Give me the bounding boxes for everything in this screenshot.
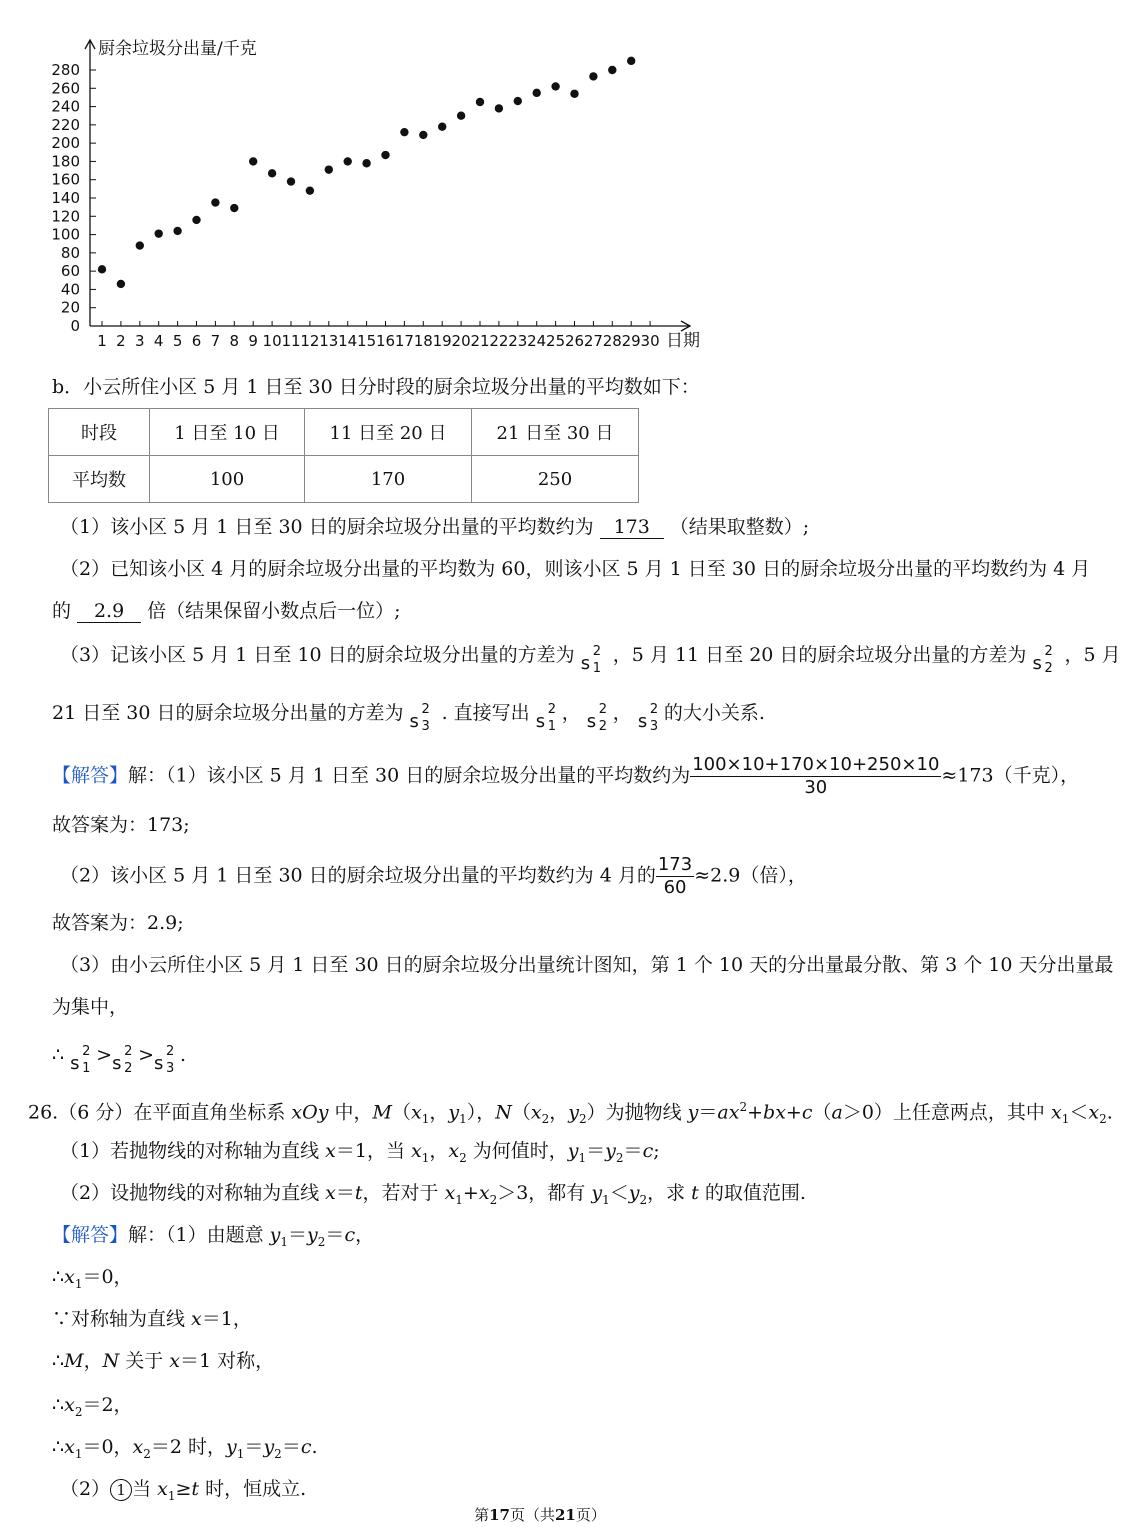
solution-tag: 【解答】 [52, 764, 129, 787]
table-row [49, 456, 639, 503]
y-tick-label: 0 [70, 317, 80, 335]
y-tick-label: 200 [51, 134, 80, 153]
data-point [325, 165, 333, 173]
table-header-cell: 21 日至 30 日 [472, 409, 639, 456]
x-tick-label: 15 [357, 332, 377, 350]
x-tick-label: 25 [546, 332, 566, 350]
data-point [249, 157, 257, 165]
table-cell: 170 [305, 456, 472, 503]
solution-26: 【解答】解：（1）由题意 $y_1=y_2=c$， [52, 1224, 375, 1249]
page-footer: 第17页（共21页） [474, 1506, 606, 1524]
data-point [381, 151, 389, 159]
chart-y-ticks [51, 61, 96, 335]
y-tick-label: 60 [60, 262, 80, 281]
variance-s3: s 2 3 [637, 702, 659, 734]
variance-s3: s 2 3 [153, 1044, 175, 1076]
chart-svg [40, 30, 720, 360]
x-tick-label: 19 [432, 332, 452, 350]
x-tick-label: 7 [210, 332, 221, 350]
y-tick-label: 80 [60, 243, 80, 262]
question-3-line-1: （3）记该小区 5 月 1 日至 10 日的厨余垃圾分出量的方差为 s 2 1 ，5 月 11 日至 20 日的厨余垃圾分出量的方差为 s 2 2 ，5 月 [60, 640, 1056, 671]
data-point [268, 169, 276, 177]
solution-26-step: ∴M，N 关于 x＝1 对称， [52, 1350, 275, 1372]
x-tick-label: 13 [319, 332, 339, 350]
solution-26-step: $\therefore x_2=2$， [52, 1394, 133, 1419]
table-cell: 250 [472, 456, 639, 503]
table-header-cell: 11 日至 20 日 [305, 409, 472, 456]
data-point [192, 216, 200, 224]
question-26-part-2: （2）设抛物线的对称轴为直线 x＝t，若对于 $x_1+x_2>3$，都有 $y_1<y_2$，求 t 的取值范围. [60, 1182, 806, 1207]
x-tick-label: 2 [116, 332, 126, 350]
data-point [551, 82, 559, 90]
x-tick-label: 11 [281, 332, 301, 350]
data-point [533, 89, 541, 97]
data-point [211, 198, 219, 206]
chart-y-title: 厨余垃圾分出量/千克 [98, 39, 257, 59]
fraction-mean: $\frac{100\times 10+170\times 10+250\times 10}{30}$ [692, 754, 940, 798]
solution-tag: 【解答】 [52, 1224, 129, 1246]
variance-s3: s 2 3 [409, 702, 430, 734]
x-tick-label: 9 [248, 332, 258, 350]
solution-26-step: $\therefore x_1=0$， [52, 1266, 133, 1291]
data-point [230, 204, 238, 212]
x-tick-label: 1 [97, 332, 107, 350]
y-tick-label: 220 [51, 115, 80, 134]
solution-2-answer: 故答案为：2.9; [52, 912, 184, 934]
variance-s1: s 2 1 [580, 644, 602, 676]
y-tick-label: 20 [60, 298, 80, 317]
question-3-line-2: 21 日至 30 日的厨余垃圾分出量的方差为 s 2 3 . 直接写出 s 2 1 ， s 2 2 ， s 2 3 的大小关系. [52, 698, 1056, 729]
x-tick-label: 16 [375, 332, 396, 350]
data-point [98, 265, 106, 273]
x-tick-label: 20 [451, 332, 471, 350]
average-table [48, 408, 639, 503]
solution-26-part-2: （2） 1 当 $x_1\ge t$ 时，恒成立. [60, 1478, 307, 1503]
x-tick-label: 18 [413, 332, 433, 350]
data-point [570, 90, 578, 98]
question-2-line-1: （2）已知该小区 4 月的厨余垃圾分出量的平均数为 60，则该小区 5 月 1 日至 30 日的厨余垃圾分出量的平均数约为 4 月 [60, 558, 1091, 580]
chart-x-title: 日期 [666, 331, 700, 351]
data-point [136, 241, 144, 249]
question-26: 26.（6 分）在平面直角坐标系 xOy 中，$M(x_1$，$y_1$），$N(x_2$，$y_2$）为抛物线 $y=ax^2+bx+c(a>0)$上任意两点，其中 $x_1<x_2$. [28, 1100, 1113, 1127]
circled-number: 1 [110, 1479, 132, 1501]
x-tick-label: 6 [191, 332, 202, 350]
x-tick-label: 10 [262, 332, 282, 350]
data-point [117, 280, 125, 288]
question-2-line-2: 的 2.9 倍（结果保留小数点后一位）; [52, 600, 401, 622]
x-tick-label: 30 [640, 332, 660, 350]
data-point [627, 57, 635, 65]
x-tick-label: 8 [229, 332, 240, 350]
x-tick-label: 14 [338, 332, 358, 350]
y-tick-label: 260 [51, 79, 80, 98]
data-point [514, 97, 522, 105]
part-b-intro: b．小云所住小区 5 月 1 日至 30 日分时段的厨余垃圾分出量的平均数如下： [52, 376, 700, 398]
x-tick-label: 12 [300, 332, 320, 350]
data-point [155, 229, 163, 237]
x-tick-label: 26 [564, 332, 585, 350]
data-point [287, 177, 295, 185]
variance-s2: s 2 2 [1032, 644, 1053, 676]
data-point [419, 131, 427, 139]
current-page: 17 [489, 1506, 510, 1524]
answer-2: 2.9 [77, 600, 141, 623]
data-point [344, 157, 352, 165]
variance-s1: s 2 1 [70, 1044, 91, 1076]
x-tick-label: 28 [602, 332, 622, 350]
y-tick-label: 120 [51, 207, 80, 226]
x-tick-label: 5 [172, 332, 183, 350]
y-tick-label: 280 [51, 61, 80, 79]
y-tick-label: 140 [51, 189, 80, 207]
x-tick-label: 17 [394, 332, 414, 350]
solution-1: 【解答】解：（1）该小区 5 月 1 日至 30 日的厨余垃圾分出量的平均数约为 $\frac{100\times 10+170\times 10+250\times 10}{30}$ ≈173（千克）， [52, 754, 1080, 798]
x-tick-label: 4 [153, 332, 164, 350]
table-row [49, 409, 639, 456]
solution-2: （2）该小区 5 月 1 日至 30 日的厨余垃圾分出量的平均数约为 4 月的 $\frac{173}{60}$ ≈2.9（倍）， [60, 854, 807, 898]
x-tick-label: 24 [527, 332, 547, 350]
scatter-chart [40, 30, 720, 360]
x-tick-label: 21 [470, 332, 490, 350]
x-tick-label: 23 [508, 332, 528, 350]
y-tick-label: 240 [51, 97, 80, 116]
table-header-cell: 1 日至 10 日 [150, 409, 305, 456]
y-tick-label: 100 [51, 225, 80, 244]
question-1: （1）该小区 5 月 1 日至 30 日的厨余垃圾分出量的平均数约为 173 （结果取整数）; [60, 516, 810, 538]
data-point [306, 186, 314, 194]
x-tick-label: 29 [621, 332, 641, 350]
solution-1-answer: 故答案为：173; [52, 814, 190, 836]
chart-points [98, 57, 636, 288]
solution-3-line-1: （3）由小云所住小区 5 月 1 日至 30 日的厨余垃圾分出量统计图知，第 1 个 10 天的分出量最分散、第 3 个 10 天分出量最 [60, 954, 1114, 976]
data-point [608, 66, 616, 74]
solution-3-conclusion: ∴ s 2 1 > s 2 2 > s 2 3 . [52, 1040, 1056, 1071]
data-point [400, 128, 408, 136]
data-point [362, 159, 370, 167]
y-tick-label: 160 [51, 170, 80, 189]
answer-1: 173 [600, 516, 664, 539]
data-point [457, 112, 465, 120]
variance-s2: s 2 2 [112, 1044, 133, 1076]
solution-26-step: ∵对称轴为直线 x＝1， [52, 1308, 252, 1330]
chart-axes [85, 40, 690, 331]
solution-3-line-2: 为集中， [52, 996, 129, 1018]
y-tick-label: 180 [51, 152, 80, 171]
table-cell: 100 [150, 456, 305, 503]
data-point [173, 227, 181, 235]
variance-s2: s 2 2 [586, 702, 608, 734]
data-point [589, 72, 597, 80]
total-pages: 21 [555, 1506, 576, 1524]
table-header-cell: 时段 [49, 409, 150, 456]
question-26-part-1: （1）若抛物线的对称轴为直线 x＝1，当 $x_1$，$x_2$ 为何值时，$y_1=y_2=c$; [60, 1140, 660, 1165]
data-point [495, 104, 503, 112]
data-point [438, 122, 446, 130]
table-cell: 平均数 [49, 456, 150, 503]
x-tick-label: 3 [135, 332, 145, 350]
solution-26-step: $\therefore x_1=0$，$x_2=2$ 时，$y_1=y_2=c$. [52, 1436, 318, 1461]
variance-s1: s 2 1 [535, 702, 556, 734]
x-tick-label: 22 [489, 332, 509, 350]
fraction-ratio: $\frac{173}{60}$ [657, 854, 693, 898]
x-tick-label: 27 [583, 332, 603, 350]
data-point [476, 98, 484, 106]
y-tick-label: 40 [60, 280, 80, 299]
